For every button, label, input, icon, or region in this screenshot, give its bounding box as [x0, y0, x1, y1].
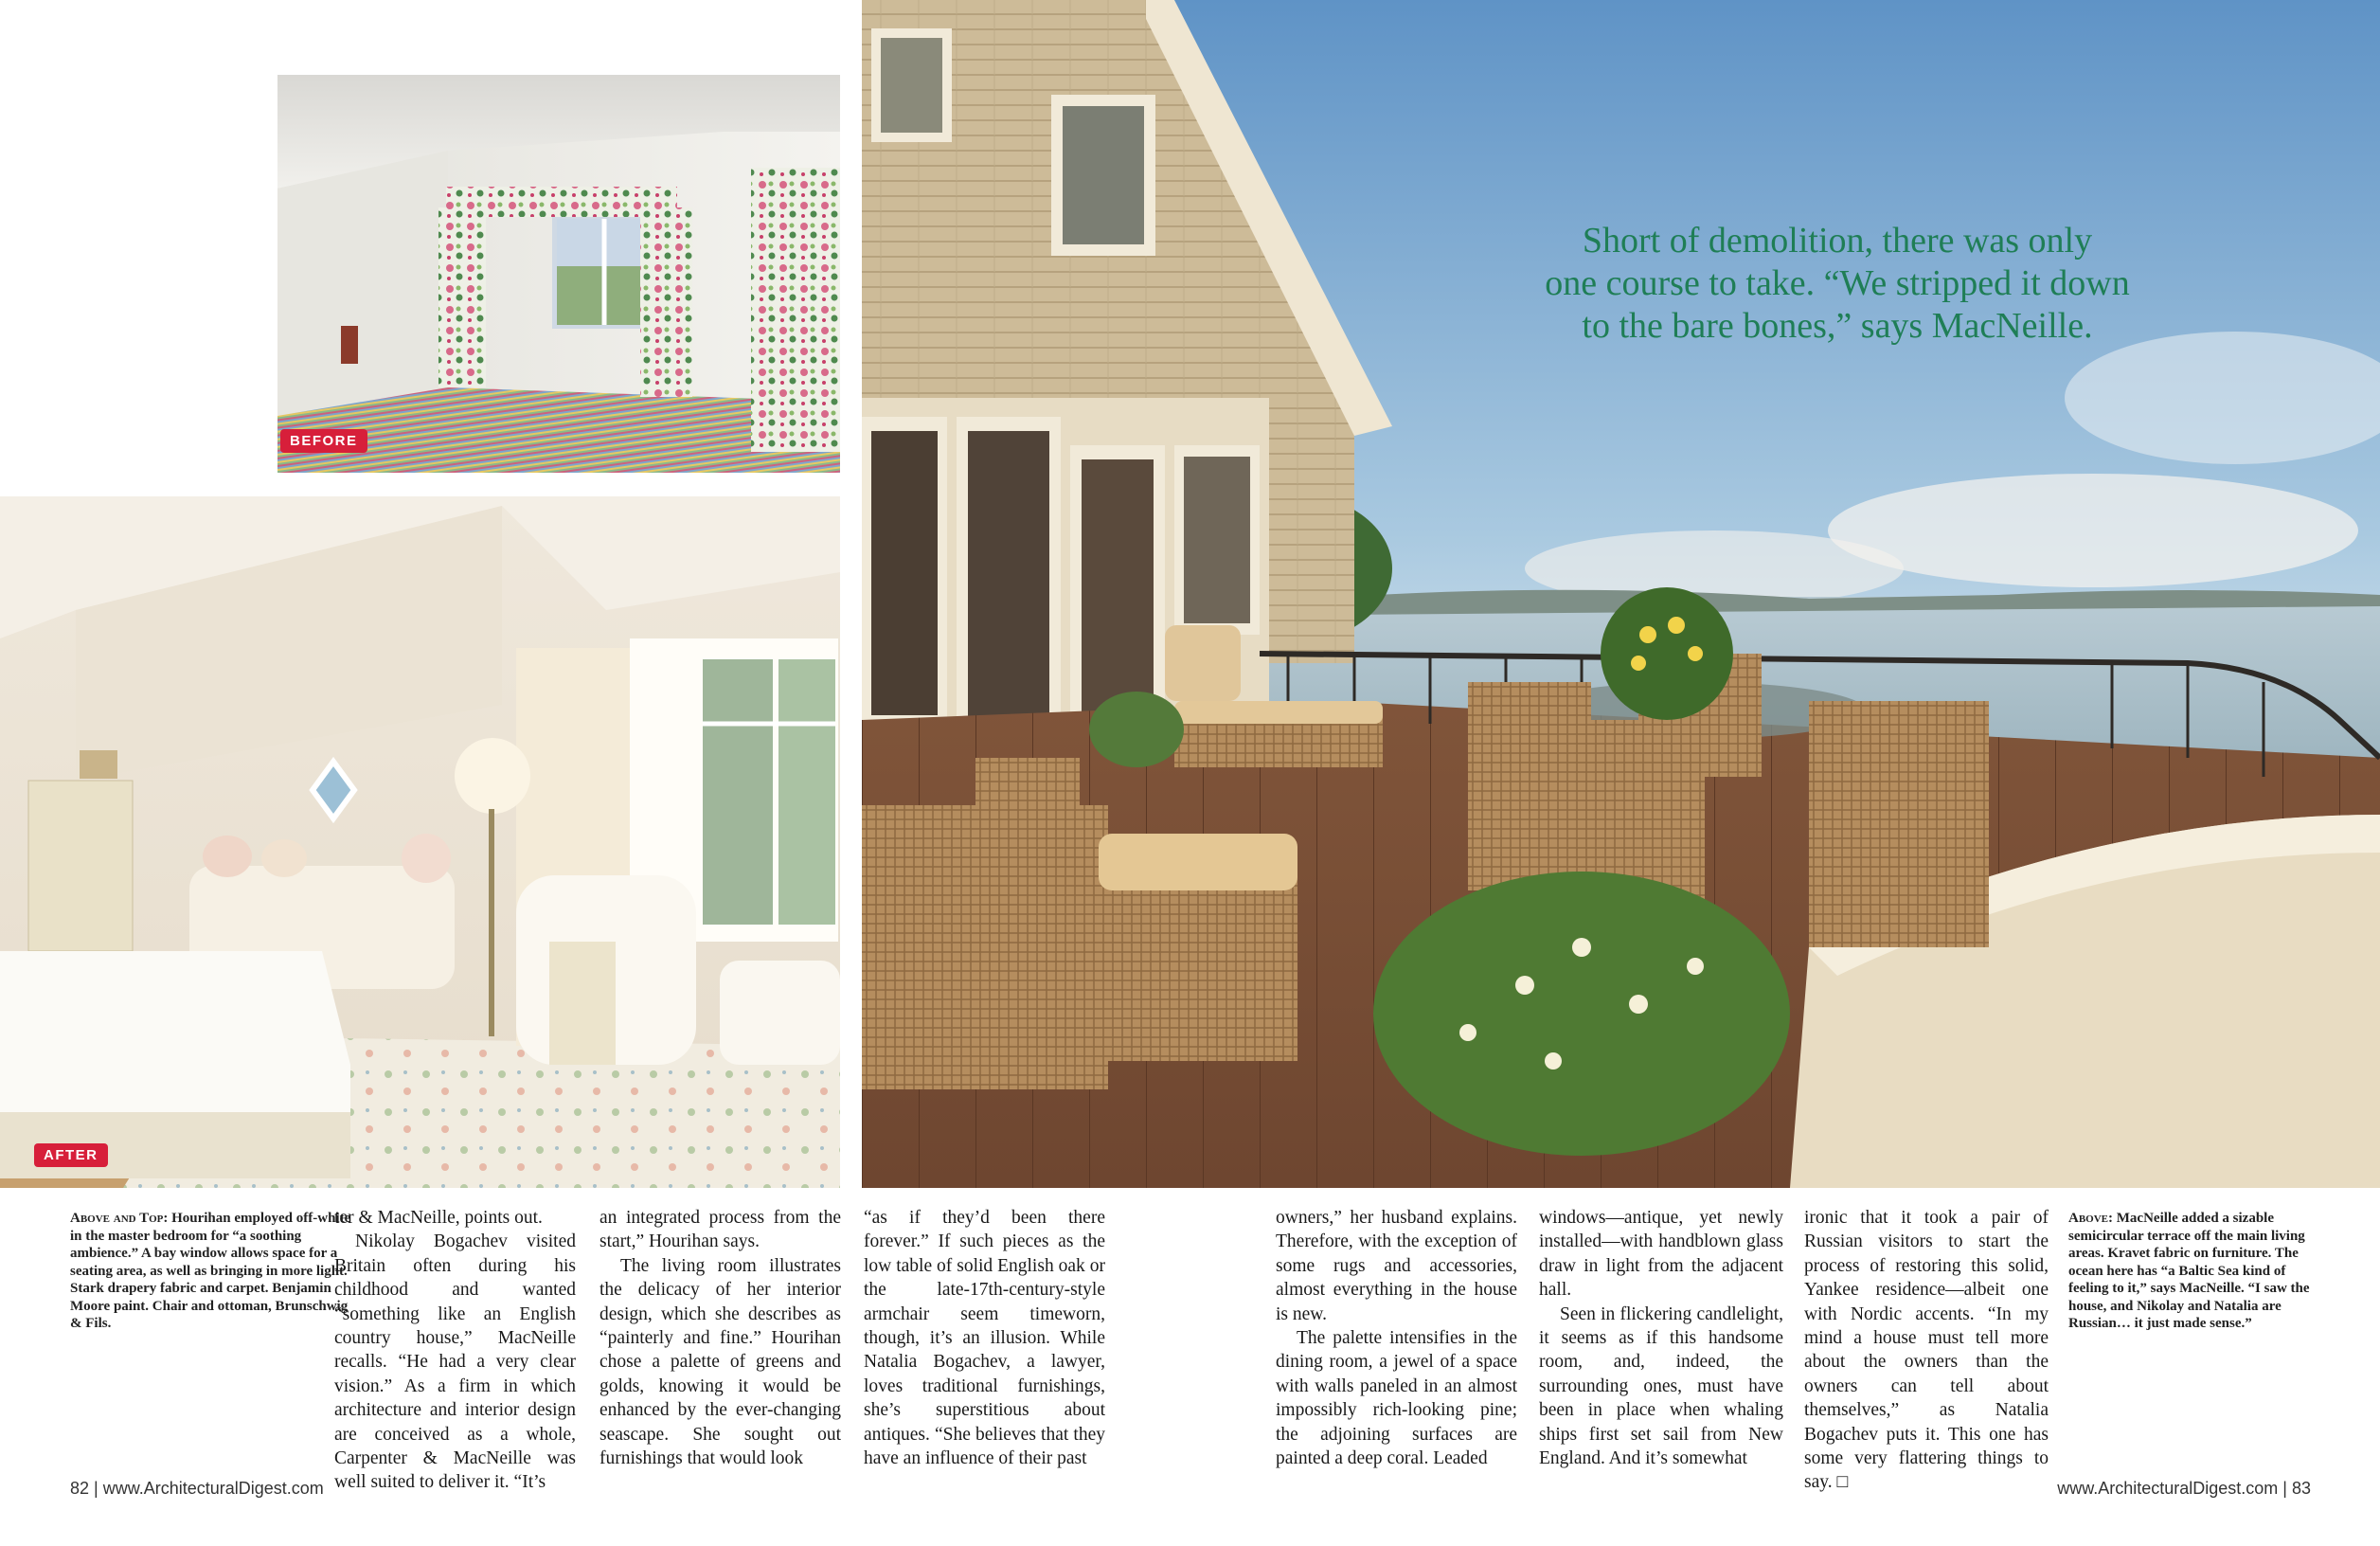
before-photo-illustration — [277, 75, 840, 473]
pull-quote-line: one course to take. “We stripped it down — [1545, 263, 2130, 303]
pull-quote-line: Short of demolition, there was only — [1582, 221, 2093, 261]
paragraph: The palette intensifies in the dining room, a jewel of a space with walls paneled in an almost impossibly rich-looking pine; the adjoining surfaces are painted a deep coral. Leaded — [1276, 1328, 1517, 1469]
paragraph: Nikolay Bogachev visited Britain often during his childhood and wanted “something like an English country house,” MacNeille recalls. “He had a very clear vision.” As a firm in which architecture and interior design are conceived as a whole, Carpenter & MacNeille was well suited to deliver it. “It’s — [334, 1231, 576, 1493]
pull-quote — [1477, 220, 2197, 348]
folio-left: 82 | www.ArchitecturalDigest.com — [70, 1479, 324, 1498]
body-column-1 — [334, 1206, 576, 1495]
caption-left — [70, 1210, 352, 1333]
body-column-5 — [1539, 1206, 1783, 1470]
paragraph: “as if they’d been there forever.” If such pieces as the low table of solid English oak or the late-17th-century-style armchair seem timeworn, though, it’s an illusion. While Natalia Bogachev, a lawyer, loves traditional furnishings, she’s superstitious about antiques. “She believes that they have an influence of their past — [864, 1208, 1105, 1469]
caption-right — [2068, 1210, 2317, 1333]
body-column-4 — [1276, 1206, 1517, 1470]
after-label: AFTER — [34, 1143, 108, 1167]
after-photo — [0, 496, 840, 1188]
terrace-photo — [862, 0, 2380, 1188]
paragraph: an integrated process from the start,” Hourihan says. — [599, 1208, 841, 1252]
paragraph: ironic that it took a pair of Russian visitors to start the process of restoring this solid, Yankee residence—albeit one with Nordic accents. “In my mind a house must tell more about the owners than the owners can tell about themselves,” as Natalia Bogachev puts it. This one has some very flattering things to say. □ — [1804, 1208, 2049, 1493]
body-column-2 — [599, 1206, 841, 1470]
caption-right-lead: Above: — [2068, 1211, 2114, 1226]
paragraph: windows—antique, yet newly installed—with handblown glass draw in light from the adjacent hall. — [1539, 1208, 1783, 1301]
paragraph: Seen in flickering candlelight, it seems as if this handsome room, and, indeed, the surrounding ones, must have been in place when whaling ships first set sail from New England. And it’s somewhat — [1539, 1303, 1783, 1469]
folio-right: www.ArchitecturalDigest.com | 83 — [2057, 1479, 2311, 1498]
caption-right-text: MacNeille added a sizable semicircular terrace off the main living areas. Kravet fabric on furniture. The ocean here has “a Baltic Sea kind of feeling to it,” says MacNeille. “I saw the house, and Nikolay and Natalia are Russian… it just made sense.” — [2068, 1211, 2310, 1331]
caption-left-lead: Above and Top: — [70, 1211, 169, 1226]
terrace-photo-illustration — [862, 0, 2380, 1188]
paragraph: ter & MacNeille, points out. — [334, 1208, 543, 1228]
after-photo-illustration — [0, 496, 840, 1188]
caption-left-text: Hourihan employed off-white in the master bedroom for “a soothing ambience.” A bay window allows space for a seating area, as well as bringing in more light. Stark drapery fabric and carpet. Benjamin Moore paint. Chair and ottoman, Brunschwig & Fils. — [70, 1211, 351, 1331]
before-photo — [277, 75, 840, 473]
before-label: BEFORE — [280, 429, 367, 453]
paragraph: The living room illustrates the delicacy of her interior design, which she describes as “painterly and fine.” Hourihan chose a palette of greens and golds, knowing it would be enhanced by the ever-changing seascape. She sought out furnishings that would look — [599, 1255, 841, 1469]
body-column-3 — [864, 1206, 1105, 1470]
pull-quote-line: to the bare bones,” says MacNeille. — [1582, 306, 2093, 346]
paragraph: owners,” her husband explains. Therefore, with the exception of some rugs and accessories, almost everything in the house is new. — [1276, 1208, 1517, 1324]
body-column-6 — [1804, 1206, 2049, 1495]
